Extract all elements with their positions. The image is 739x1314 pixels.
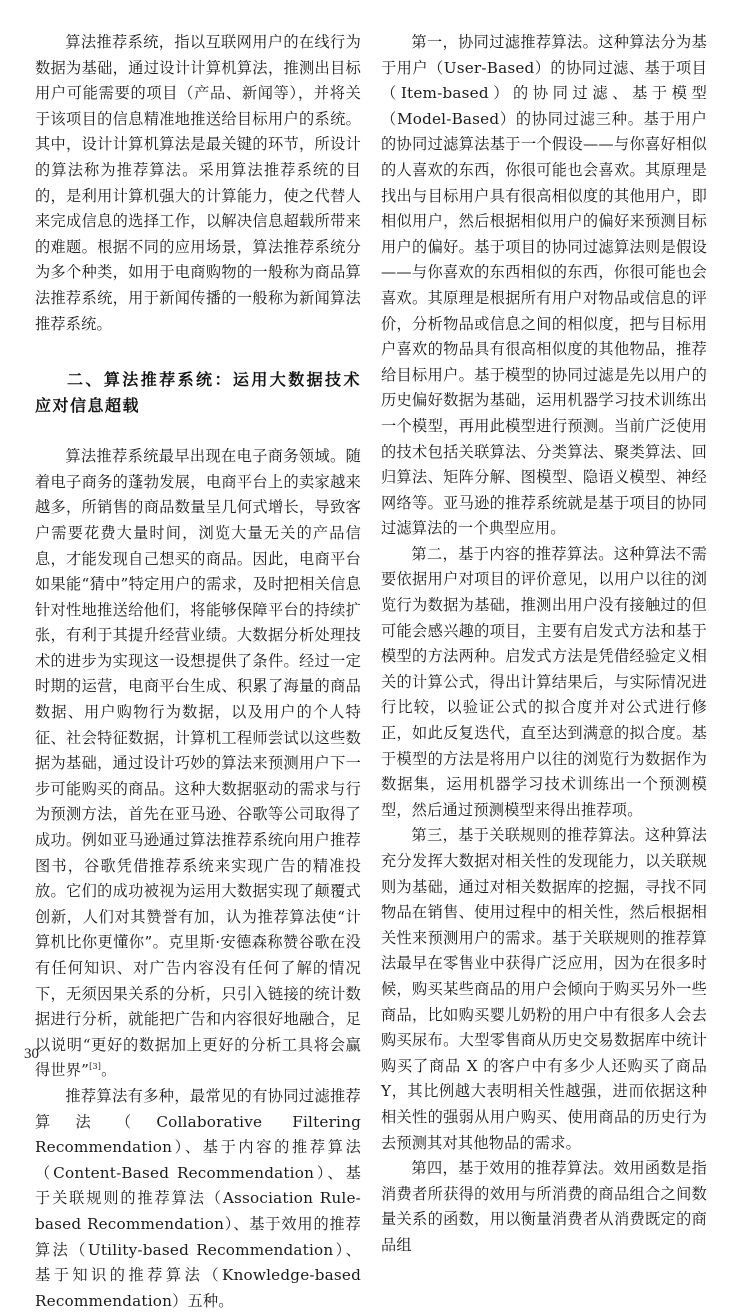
section-heading: 二、算法推荐系统：运用大数据技术应对信息超载 — [35, 370, 361, 416]
citation-ref[interactable]: [3] — [89, 1062, 102, 1072]
algorithm-types-paragraph: 推荐算法有多种，最常见的有协同过滤推荐算法（Collaborative Filtering Recommendation）、基于内容的推荐算法（Content-Based Recommendation）、基于关联规则的推荐算法（Association Rule-based Recommendation）、基于效用的推荐算法（Utility-based Recommendation）、基于知识的推荐算法（Knowledge-based Recommendation）五种。 — [35, 1086, 361, 1310]
intro-paragraph: 算法推荐系统，指以互联网用户的在线行为数据为基础，通过设计计算机算法，推测出目标用户可能需要的项目（产品、新闻等），并将关于该项目的信息精准地推送给目标用户的系统。其中，设计计算机算法是最关键的环节，所设计的算法称为推荐算法。采用算法推荐系统的目的，是利用计算机强大的计算能力，使之代替人来完成信息的选择工作，以解决信息超载所带来的难题。根据不同的应用场景，算法推荐系统分为多个种类，如用于电商购物的一般称为商品算法推荐系统，用于新闻传播的一般称为新闻算法推荐系统。 — [35, 33, 361, 333]
ecommerce-paragraph — [35, 444, 361, 1084]
content-based-paragraph: 第二，基于内容的推荐算法。这种算法不需要依据用户对项目的评价意见，以用户以往的浏览行为数据为基础，推测出用户没有接触过的但可能会感兴趣的项目，主要有启发式方法和基于模型的方法两种。启发式方法是凭借经验定义相关的计算公式，得出计算结果后，与实际情况进行比较，以验证公式的拟合度并对公式进行修正，如此反复迭代，直至达到满意的拟合度。基于模型的方法是将用户以往的浏览行为数据作为数据集，运用机器学习技术训练出一个预测模型，然后通过预测模型来得出推荐项。 — [381, 544, 707, 819]
right-column — [381, 30, 707, 1259]
ecommerce-paragraph-text: 算法推荐系统最早出现在电子商务领域。随着电子商务的蓬勃发展，电商平台上的卖家越来越多，所销售的商品数量呈几何式增长，导致客户需要花费大量时间，浏览大量无关的产品信息，才能发现自己想买的商品。因此，电商平台如果能“猜中”特定用户的需求，及时把相关信息针对性地推送给他们，将能够保障平台的持续扩张，有利于其提升经营业绩。大数据分析处理技术的进步为实现这一设想提供了条件。经过一定时期的运营，电商平台生成、积累了海量的商品数据、用户购物行为数据，以及用户的个人特征、社会特征数据，计算机工程师尝试以这些数据为基础，通过设计巧妙的算法来预测用户下一步可能购买的商品。这种大数据驱动的需求与行为预测方法，首先在亚马逊、谷歌等公司取得了成功。例如亚马逊通过算法推荐系统向用户推荐图书，谷歌凭借推荐系统来实现广告的精准投放。它们的成功被视为运用大数据实现了颠覆式创新，人们对其赞誉有加，认为推荐算法使“计算机比你更懂你”。克里斯·安德森称赞谷歌在没有任何知识、对广告内容没有任何了解的情况下，无须因果关系的分析，只引入链接的统计数据进行分析，就能把广告和内容很好地融合，足以说明“更好的数据加上更好的分析工具将会赢得世界” — [35, 447, 361, 1080]
collaborative-filtering-paragraph: 第一，协同过滤推荐算法。这种算法分为基于用户（User-Based）的协同过滤、基于项目（Item-based）的协同过滤、基于模型（Model-Based）的协同过滤三种。基于用户的协同过滤算法基于一个假设——与你喜好相似的人喜欢的东西，你很可能也会喜欢。其原理是找出与目标用户具有很高相似度的其他用户，即相似用户，然后根据相似用户的偏好来预测目标用户的偏好。基于项目的协同过滤算法则是假设——与你喜欢的东西相似的东西，你很可能也会喜欢。其原理是根据所有用户对物品或信息的评价，分析物品或信息之间的相似度，把与目标用户喜欢的物品具有很高相似度的其他物品，推荐给目标用户。基于模型的协同过滤是先以用户的历史偏好数据为基础，运用机器学习技术训练出一个模型，再用此模型进行预测。当前广泛使用的技术包括关联算法、分类算法、聚类算法、回归算法、矩阵分解、图模型、隐语义模型、神经网络等。亚马逊的推荐系统就是基于项目的协同过滤算法的一个典型应用。 — [381, 33, 707, 538]
page-number: 30 — [24, 1046, 39, 1062]
association-rule-paragraph: 第三，基于关联规则的推荐算法。这种算法充分发挥大数据对相关性的发现能力，以关联规则为基础，通过对相关数据库的挖掘，寻找不同物品在销售、使用过程中的相关性，然后根据相关性来预测用户的需求。基于关联规则的推荐算法最早在零售业中获得广泛应用，因为在很多时候，购买某些商品的用户会倾向于购买另外一些商品，比如购买婴儿奶粉的用户中有很多人会去购买尿布。大型零售商从历史交易数据库中统计购买了商品 X 的客户中有多少人还购买了商品 Y，其比例越大表明相关性越强，进而依据这种相关性的强弱从用户购买、使用商品的历史行为去预测其对其他物品的需求。 — [381, 826, 707, 1152]
left-column — [35, 30, 361, 1314]
utility-based-paragraph: 第四，基于效用的推荐算法。效用函数是指消费者所获得的效用与所消费的商品组合之间数量关系的函数，用以衡量消费者从消费既定的商品组 — [381, 1159, 707, 1254]
ecommerce-paragraph-end: 。 — [101, 1061, 117, 1080]
